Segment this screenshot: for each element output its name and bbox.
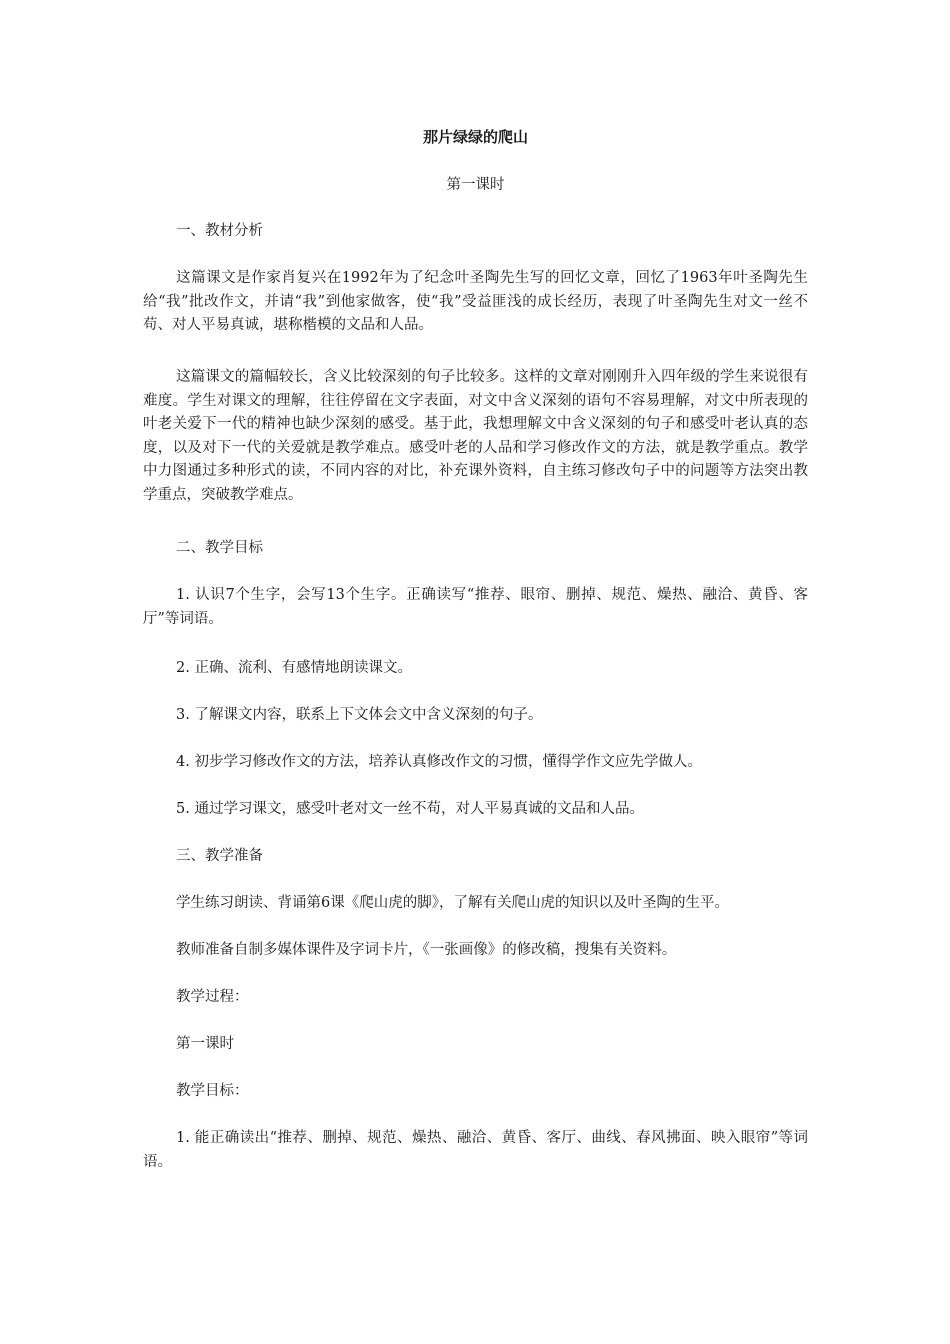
lesson-goals-label: 教学目标： xyxy=(176,1083,249,1099)
document-title: 那片绿绿的爬山 xyxy=(422,128,528,146)
prep-students: 学生练习朗读、背诵第6课《爬山虎的脚》，了解有关爬山虎的知识以及叶圣陶的生平。 xyxy=(176,895,729,911)
lesson-label: 第一课时 xyxy=(176,1036,234,1052)
goal-item-2: 2. 正确、流利、有感情地朗读课文。 xyxy=(176,660,412,676)
paragraph-analysis-2: 这篇课文的篇幅较长，含义比较深刻的句子比较多。这样的文章对刚刚升入四年级的学生来说很有难度。学生对课文的理解，往往停留在文字表面，对文中含义深刻的语句不容易理解，对文中所表现的叶老关爱下一代的精神也缺少深刻的感受。基于此，我想理解文中含义深刻的句子和感受叶老认真的态度，以及对下一代的关爱就是教学难点。感受叶老的人品和学习修改作文的方法，就是教学重点。教学中力图通过多种形式的读，不同内容的对比，补充课外资料，自主练习修改句子中的问题等方法突出教学重点，突破教学难点。 xyxy=(143,369,808,503)
goal-item-5: 5. 通过学习课文，感受叶老对文一丝不苟，对人平易真诚的文品和人品。 xyxy=(176,801,644,817)
goal-item-1: 1. 认识7个生字，会写13个生字。正确读写“推荐、眼帘、删掉、规范、燥热、融洽、黄昏、客厅”等词语。 xyxy=(143,587,808,627)
prep-teacher: 教师准备自制多媒体课件及字词卡片，《一张画像》的修改稿，搜集有关资料。 xyxy=(176,942,677,958)
section-heading-prep: 三、教学准备 xyxy=(176,848,263,864)
section-heading-goals: 二、教学目标 xyxy=(176,540,263,556)
lesson-goal-1: 1. 能正确读出“推荐、删掉、规范、燥热、融洽、黄昏、客厅、曲线、春风拂面、映入眼帘”等词语。 xyxy=(143,1130,808,1170)
section-heading-analysis: 一、教材分析 xyxy=(176,223,263,239)
goal-item-4: 4. 初步学习修改作文的方法，培养认真修改作文的习惯，懂得学作文应先学做人。 xyxy=(176,754,702,770)
process-label: 教学过程： xyxy=(176,989,249,1005)
goal-item-3: 3. 了解课文内容，联系上下文体会文中含义深刻的句子。 xyxy=(176,707,543,723)
document-subtitle: 第一课时 xyxy=(446,177,505,193)
paragraph-analysis-1: 这篇课文是作家肖复兴在1992年为了纪念叶圣陶先生写的回忆文章，回忆了1963年叶圣陶先生给“我”批改作文，并请“我”到他家做客，使“我”受益匪浅的成长经历，表现了叶圣陶先生对文一丝不苟、对人平易真诚，堪称楷模的文品和人品。 xyxy=(143,270,808,333)
